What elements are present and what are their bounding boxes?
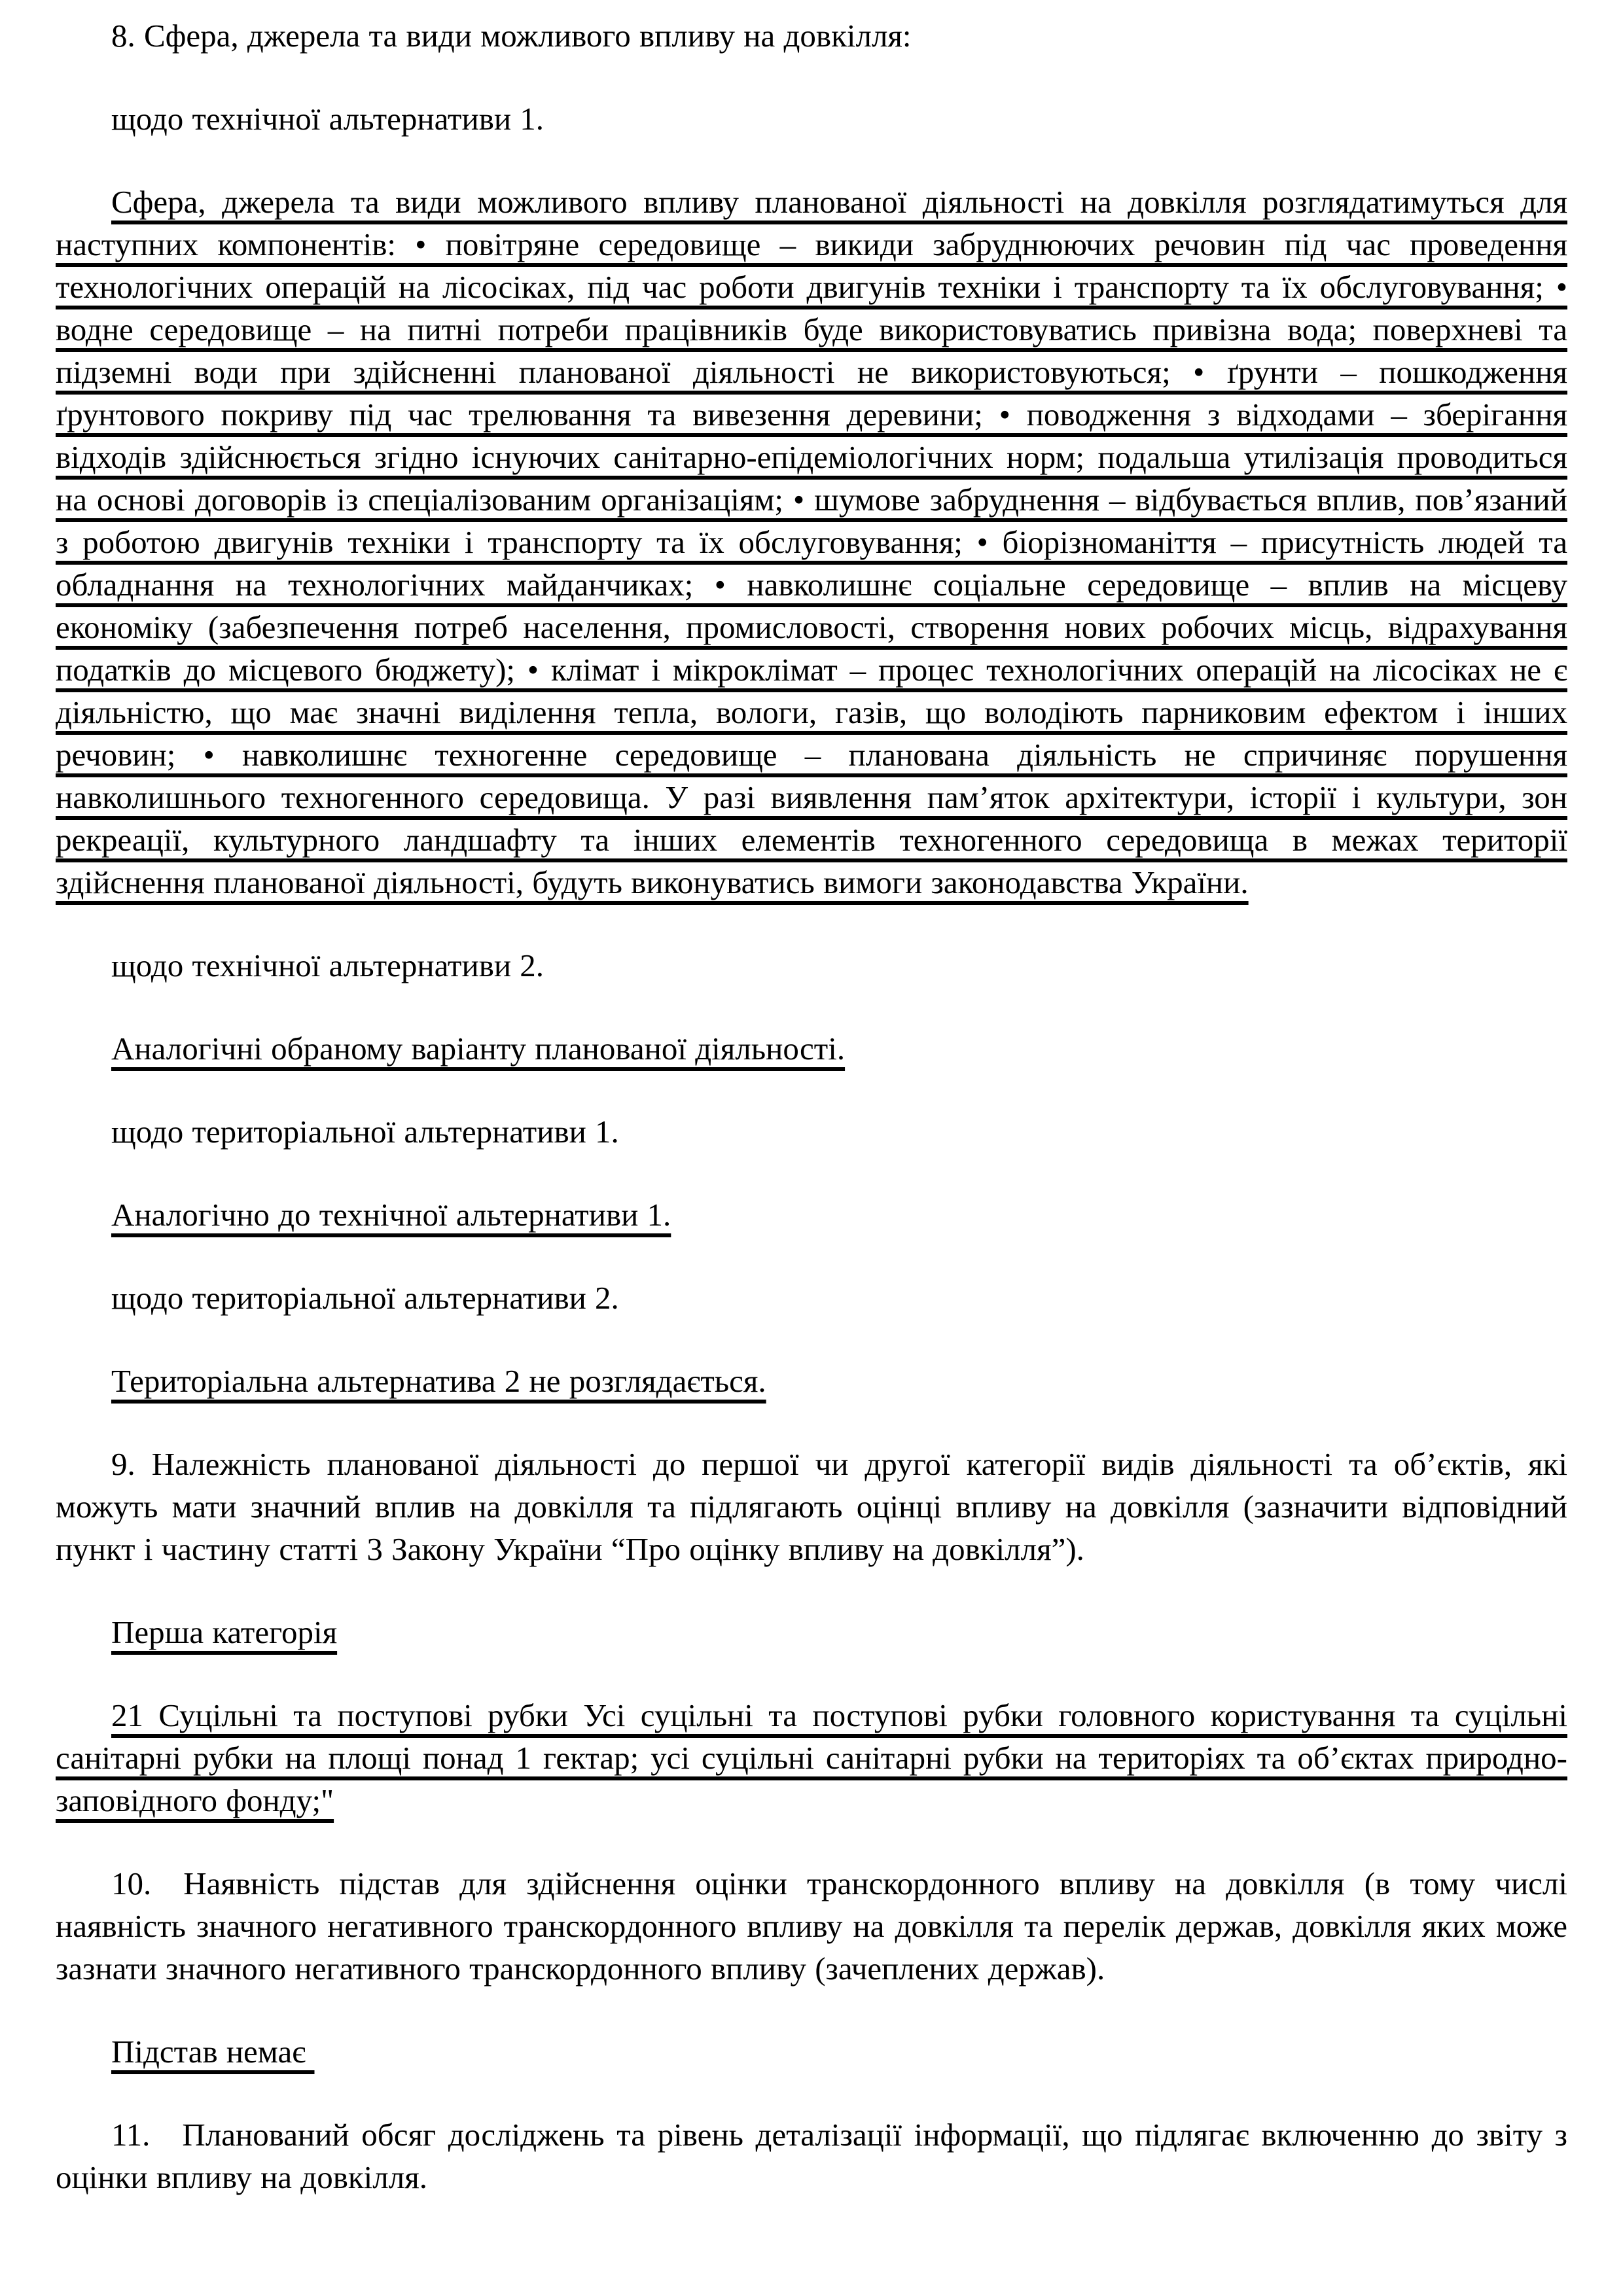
section-8-title: 8. Сфера, джерела та види можливого впливу на довкілля: bbox=[111, 18, 912, 54]
impact-scope-text: Сфера, джерела та види можливого впливу планованої діяльності на довкілля розглядатимуться для наступних компонентів: • повітряне середовище – викиди забруднюючих речовин під час проведення технологічних операцій на лісосіках, під час роботи двигунів техніки і транспорту та їх обслуговування; • водне середовище – на питні потреби працівників буде використовуватись привізна вода; поверхневі та підземні води при здійсненні планованої діяльності не використовуються; • ґрунти – пошкодження ґрунтового покриву під час трелювання та вивезення деревини; • поводження з відходами – зберігання відходів здійснюється згідно існуючих санітарно-епідеміологічних норм; подальша утилізація проводиться на основі договорів із спеціалізованим організаціям; • шумове забруднення – відбувається вплив, пов’язаний з роботою двигунів техніки і транспорту та їх обслуговування; • біорізноманіття – присутність людей та обладнання на технологічних майданчиках; • навколишнє соціальне середовище – вплив на місцеву економіку (забезпечення потреб населення, промисловості, створення нових робочих місць, відрахування податків до місцевого бюджету); • клімат і мікроклімат – процес технологічних операцій на лісосіках не є діяльністю, що має значні виділення тепла, вологи, газів, що володіють парниковим ефектом і інших речовин; • навколишнє техногенне середовище – планована діяльність не спричиняє порушення навколишнього техногенного середовища. У разі виявлення пам’яток архітектури, історії і культури, зон рекреації, культурного ландшафту та інших елементів техногенного середовища в межах території здійснення планованої діяльності, будуть виконуватись вимоги законодавства України. bbox=[56, 184, 1567, 900]
territorial-alternative-2-answer: Територіальна альтернатива 2 не розглядається. bbox=[111, 1363, 766, 1399]
section-10-title: 10. Наявність підстав для здійснення оцінки транскордонного впливу на довкілля (в тому числі наявність значного негативного транскордонного впливу на довкілля та перелік держав, довкілля яких може зазнати значного негативного транскордонного впливу (зачеплених держав). bbox=[56, 1865, 1567, 1987]
category-answer: Перша категорія bbox=[111, 1614, 338, 1650]
tech-alternative-2-label: щодо технічної альтернативи 2. bbox=[111, 947, 544, 983]
territorial-alternative-2-label: щодо територіальної альтернативи 2. bbox=[111, 1280, 619, 1316]
category-item-21-text: 21 Суцільні та поступові рубки Усі суцільні та поступові рубки головного користування та суцільні санітарні рубки на площі понад 1 гектар; усі суцільні санітарні рубки на територіях та об’єктах природно-заповідного фонду;" bbox=[56, 1697, 1567, 1818]
section-9-title: 9. Належність планованої діяльності до першої чи другої категорії видів діяльності та об’єктів, які можуть мати значний вплив на довкілля та підлягають оцінці впливу на довкілля (зазначити відповідний пункт і частину статті 3 Закону України “Про оцінку впливу на довкілля”). bbox=[56, 1446, 1567, 1567]
no-grounds-answer: Підстав немає bbox=[111, 2034, 315, 2070]
section-11-title: 11. Планований обсяг досліджень та рівень деталізації інформації, що підлягає включенню до звіту з оцінки впливу на довкілля. bbox=[56, 2117, 1567, 2195]
tech-alternative-1-label: щодо технічної альтернативи 1. bbox=[111, 101, 544, 137]
territorial-alternative-1-answer: Аналогічно до технічної альтернативи 1. bbox=[111, 1197, 671, 1233]
territorial-alternative-1-label: щодо територіальної альтернативи 1. bbox=[111, 1114, 619, 1150]
tech-alternative-2-answer: Аналогічні обраному варіанту планованої діяльності. bbox=[111, 1031, 846, 1067]
document-page bbox=[56, 14, 1567, 2199]
